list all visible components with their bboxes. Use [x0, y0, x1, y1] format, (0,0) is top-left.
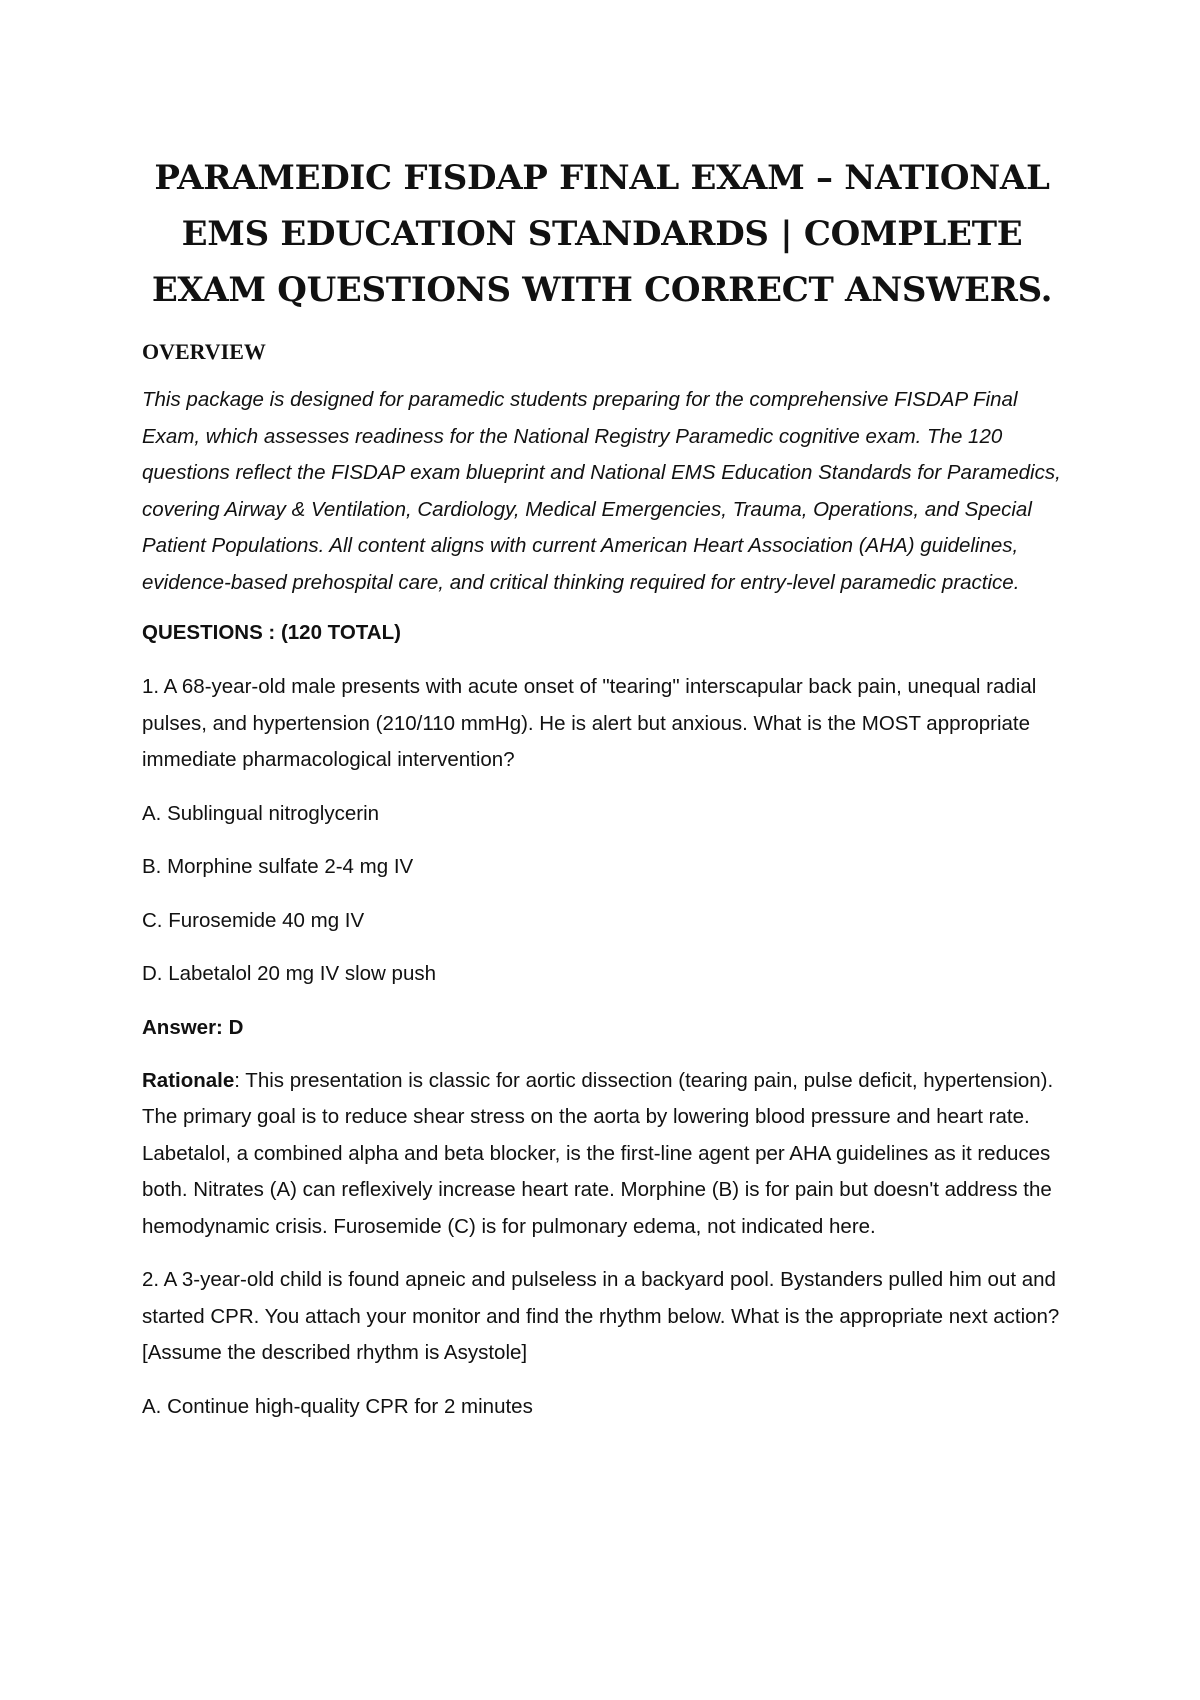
- question-text: 1. A 68-year-old male presents with acute onset of "tearing" interscapular back pain, unequal radial pulses, and hypertension (210/110 mmHg). He is alert but anxious. What is the MOST appropriate immediate pharmacological intervention?: [142, 675, 1037, 771]
- answer-option-b: B. Morphine sulfate 2-4 mg IV: [142, 855, 414, 878]
- rationale-label: Rationale: [142, 1068, 235, 1092]
- question-block: [142, 1262, 1062, 1425]
- document-page: [142, 150, 1062, 1442]
- rationale-text: : This presentation is classic for aortic dissection (tearing pain, pulse deficit, hypertension). The primary goal is to reduce shear stress on the aorta by lowering blood pressure and heart rate. Labetalol, a combined alpha and beta blocker, is the first-line agent per AHA guidelines as it reduces both. Nitrates (A) can reflexively increase heart rate. Morphine (B) is for pain but doesn't address the hemodynamic crisis. Furosemide (C) is for pulmonary edema, not indicated here.: [142, 1068, 1054, 1238]
- rationale-paragraph: [142, 1063, 1062, 1246]
- document-title: PARAMEDIC FISDAP FINAL EXAM – NATIONAL EMS EDUCATION STANDARDS | COMPLETE EXAM QUESTIONS WITH CORRECT ANSWERS.: [151, 158, 1053, 310]
- answer-option-c: C. Furosemide 40 mg IV: [142, 908, 365, 932]
- answer-option-a: A. Sublingual nitroglycerin: [142, 801, 380, 825]
- question-block: [142, 669, 1062, 1245]
- correct-answer: Answer: D: [142, 1015, 244, 1039]
- question-text: 2. A 3-year-old child is found apneic and pulseless in a backyard pool. Bystanders pulled him out and started CPR. You attach your monitor and find the rhythm below. What is the appropriate next action? [Assume the described rhythm is Asystole]: [142, 1268, 1060, 1364]
- overview-heading: OVERVIEW: [142, 339, 266, 364]
- answer-option-d: D. Labetalol 20 mg IV slow push: [142, 962, 436, 985]
- overview-paragraph: This package is designed for paramedic students preparing for the comprehensive FISDAP Final Exam, which assesses readiness for the National Registry Paramedic cognitive exam. The 120 questions reflect the FISDAP exam blueprint and National EMS Education Standards for Paramedics, covering Airway & Ventilation, Cardiology, Medical Emergencies, Trauma, Operations, and Special Patient Populations. All content aligns with current American Heart Association (AHA) guidelines, evidence-based prehospital care, and critical thinking required for entry-level paramedic practice.: [142, 388, 1061, 594]
- answer-option-a: A. Continue high-quality CPR for 2 minutes: [142, 1394, 533, 1418]
- questions-heading: QUESTIONS : (120 TOTAL): [142, 621, 401, 644]
